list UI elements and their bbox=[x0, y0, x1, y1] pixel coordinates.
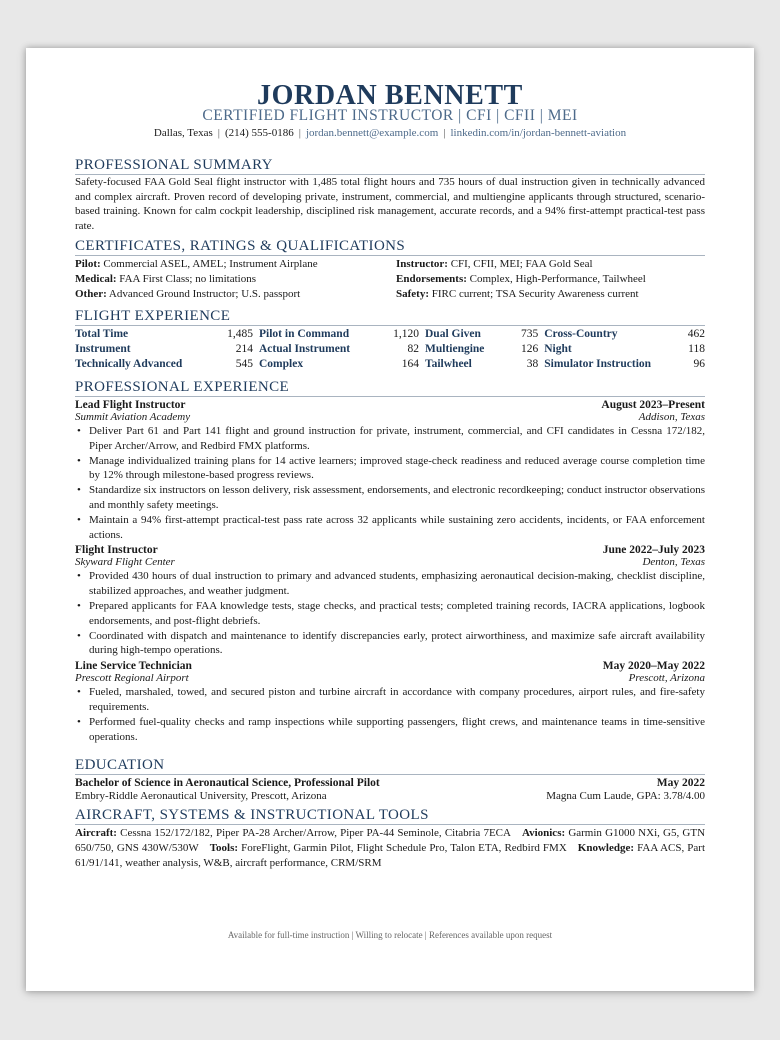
tools-label: Aircraft: bbox=[75, 827, 117, 839]
hours-value: 38 bbox=[526, 358, 539, 370]
experience-heading: PROFESSIONAL EXPERIENCE bbox=[75, 380, 705, 397]
job-title: Lead Flight Instructor bbox=[75, 399, 186, 411]
hours-value: 164 bbox=[401, 358, 419, 370]
tools-value: Garmin G1000 NXi, G5, GTN 650/750, GNS 430W/530W bbox=[75, 827, 706, 854]
hours-label: Dual Given bbox=[425, 328, 481, 340]
list-item: • Standardize six instructors on lesson delivery, risk assessment, endorsements, and electronic recordkeeping; conduct instructor observations and monthly safety meetings. bbox=[75, 483, 705, 513]
list-item: • Performed fuel-quality checks and ramp inspections while supporting passengers, flight crews, and maintenance teams in time-sensitive operations. bbox=[75, 715, 705, 745]
hours-value: 462 bbox=[687, 328, 705, 340]
graduation-date: May 2022 bbox=[656, 777, 705, 789]
hours-label: Multiengine bbox=[425, 343, 485, 355]
job-organization: Skyward Flight Center bbox=[75, 556, 175, 569]
contact-location: Dallas, Texas bbox=[153, 127, 213, 139]
table-row bbox=[75, 327, 705, 342]
hours-value: 1,120 bbox=[393, 328, 419, 340]
contact-separator: | bbox=[217, 127, 220, 139]
job-location: Addison, Texas bbox=[638, 411, 705, 423]
contact-separator: | bbox=[298, 127, 301, 139]
hours-label: Simulator Instruction bbox=[544, 358, 652, 370]
tools-heading: AIRCRAFT, SYSTEMS & INSTRUCTIONAL TOOLS bbox=[75, 808, 705, 825]
job-bullets bbox=[75, 685, 705, 744]
job-bullets bbox=[75, 569, 705, 658]
job-dates: May 2020–May 2022 bbox=[602, 660, 705, 673]
flight-experience-section bbox=[75, 309, 705, 372]
hours-label: Complex bbox=[259, 358, 304, 370]
job-dates: June 2022–July 2023 bbox=[602, 544, 705, 557]
list-item: • Provided 430 hours of dual instruction to primary and advanced students, emphasizing aeronautical decision-making, checklist discipline, stabilized approaches, and weather judgment. bbox=[75, 569, 705, 599]
honors: Magna Cum Laude, GPA: 3.78/4.00 bbox=[546, 789, 705, 802]
list-item: • Coordinated with dispatch and maintenance to identify discrepancies early, protect airworthiness, and maximize safe aircraft availability during high-tempo operations. bbox=[75, 629, 705, 659]
job-organization: Summit Aviation Academy bbox=[75, 411, 191, 423]
candidate-title: CERTIFIED FLIGHT INSTRUCTOR | CFI | CFII | MEI bbox=[202, 107, 578, 124]
hours-value: 126 bbox=[521, 343, 539, 355]
flight-experience-heading: FLIGHT EXPERIENCE bbox=[75, 309, 705, 326]
tools-label: Tools: bbox=[209, 842, 239, 854]
tools-value: ForeFlight, Garmin Pilot, Flight Schedule Pro, Talon ETA, Redbird FMX bbox=[241, 842, 567, 854]
hours-label: Night bbox=[544, 343, 572, 355]
resume-page bbox=[26, 48, 754, 991]
job-location: Denton, Texas bbox=[642, 556, 705, 569]
hours-label: Total Time bbox=[75, 328, 129, 340]
summary-text: Safety-focused FAA Gold Seal flight instructor with 1,485 total flight hours and 735 hours of dual instruction given in technically advanced and complex aircraft. Proven record of developing private, instrument, commercial, and multiengine applicants through structured, scenario-based training. Known for calm cockpit leadership, disciplined risk management, accurate records, and a 94% first-attempt practical-test pass rate. bbox=[75, 176, 705, 232]
job-entry bbox=[75, 660, 705, 744]
experience-section bbox=[75, 380, 705, 746]
cert-item: Endorsements: Complex, High-Performance, Tailwheel bbox=[396, 273, 646, 286]
contact-separator: | bbox=[443, 127, 446, 139]
hours-value: 545 bbox=[235, 358, 253, 370]
job-title: Line Service Technician bbox=[75, 660, 192, 673]
education-heading: EDUCATION bbox=[75, 758, 705, 775]
tools-label: Knowledge: bbox=[577, 842, 635, 854]
tools-section bbox=[75, 808, 705, 871]
job-location: Prescott, Arizona bbox=[628, 672, 705, 685]
cert-item: Instructor: CFI, CFII, MEI; FAA Gold Seal bbox=[396, 258, 593, 270]
contact-line bbox=[75, 128, 705, 139]
hours-value: 735 bbox=[521, 328, 539, 340]
hours-value: 118 bbox=[688, 343, 705, 355]
resume-content bbox=[75, 48, 705, 991]
tools-value: Cessna 152/172/182, Piper PA-28 Archer/Arrow, Piper PA-44 Seminole, Citabria 7ECA bbox=[120, 827, 511, 839]
tools-label: Avionics: bbox=[521, 827, 566, 839]
school: Embry-Riddle Aeronautical University, Prescott, Arizona bbox=[75, 789, 327, 802]
hours-label: Cross-Country bbox=[544, 328, 618, 340]
cert-item: Other: Advanced Ground Instructor; U.S. passport bbox=[75, 288, 301, 301]
candidate-name: JORDAN BENNETT bbox=[257, 80, 523, 111]
job-entry bbox=[75, 544, 705, 658]
hours-value: 82 bbox=[407, 343, 419, 355]
job-entry bbox=[75, 399, 705, 542]
table-row bbox=[75, 342, 705, 357]
job-title: Flight Instructor bbox=[75, 544, 158, 557]
job-bullets bbox=[75, 424, 705, 542]
list-item: • Maintain a 94% first-attempt practical-test pass rate across 32 applicants while sustaining zero accidents, incidents, or FAA enforcement actions. bbox=[75, 513, 705, 543]
job-dates: August 2023–Present bbox=[601, 399, 705, 411]
degree: Bachelor of Science in Aeronautical Science, Professional Pilot bbox=[75, 777, 380, 789]
summary-heading: PROFESSIONAL SUMMARY bbox=[75, 158, 705, 175]
footer-note: Available for full-time instruction | Willing to relocate | References available upon request bbox=[227, 930, 553, 940]
flight-hours-table bbox=[75, 327, 705, 372]
hours-value: 96 bbox=[693, 358, 705, 370]
cert-item: Pilot: Commercial ASEL, AMEL; Instrument Airplane bbox=[75, 258, 318, 270]
cert-item: Medical: FAA First Class; no limitations bbox=[75, 273, 257, 286]
list-item: • Fueled, marshaled, towed, and secured piston and turbine aircraft in accordance with company procedures, airport rules, and fire-safety requirements. bbox=[75, 685, 705, 715]
list-item: • Prepared applicants for FAA knowledge tests, stage checks, and practical tests; completed training records, IACRA applications, logbook endorsements, and post-flight debriefs. bbox=[75, 599, 705, 629]
certificates-section bbox=[75, 239, 705, 303]
tools-text bbox=[75, 825, 705, 871]
education-section bbox=[75, 758, 705, 802]
tools-value: FAA ACS, Part 61/91/141, weather analysis, W&B, aircraft performance, CRM/SRM bbox=[75, 842, 706, 869]
hours-label: Instrument bbox=[75, 343, 131, 355]
certificates-grid bbox=[75, 256, 705, 303]
list-item: • Deliver Part 61 and Part 141 flight and ground instruction for private, instrument, commercial, and CFI candidates in Cessna 172/182, Piper Archer/Arrow, and Redbird FMX platforms. bbox=[75, 424, 705, 454]
hours-value: 1,485 bbox=[227, 328, 253, 340]
contact-email[interactable]: jordan.bennett@example.com bbox=[305, 127, 439, 139]
hours-value: 214 bbox=[235, 343, 253, 355]
hours-label: Pilot in Command bbox=[259, 328, 350, 340]
cert-item: Safety: FIRC current; TSA Security Awareness current bbox=[396, 288, 639, 301]
summary-section bbox=[75, 158, 705, 233]
list-item: • Manage individualized training plans for 14 active learners; improved stage-check readiness and reduced average course completion time by 12% through milestone-based progress reviews. bbox=[75, 454, 705, 484]
hours-label: Actual Instrument bbox=[259, 343, 351, 355]
job-organization: Prescott Regional Airport bbox=[75, 672, 189, 685]
table-row bbox=[75, 357, 705, 372]
contact-linkedin[interactable]: linkedin.com/in/jordan-bennett-aviation bbox=[450, 127, 627, 139]
certificates-heading: CERTIFICATES, RATINGS & QUALIFICATIONS bbox=[75, 239, 705, 256]
hours-label: Technically Advanced bbox=[75, 358, 183, 370]
contact-phone[interactable]: (214) 555-0186 bbox=[224, 127, 294, 139]
hours-label: Tailwheel bbox=[425, 358, 472, 370]
